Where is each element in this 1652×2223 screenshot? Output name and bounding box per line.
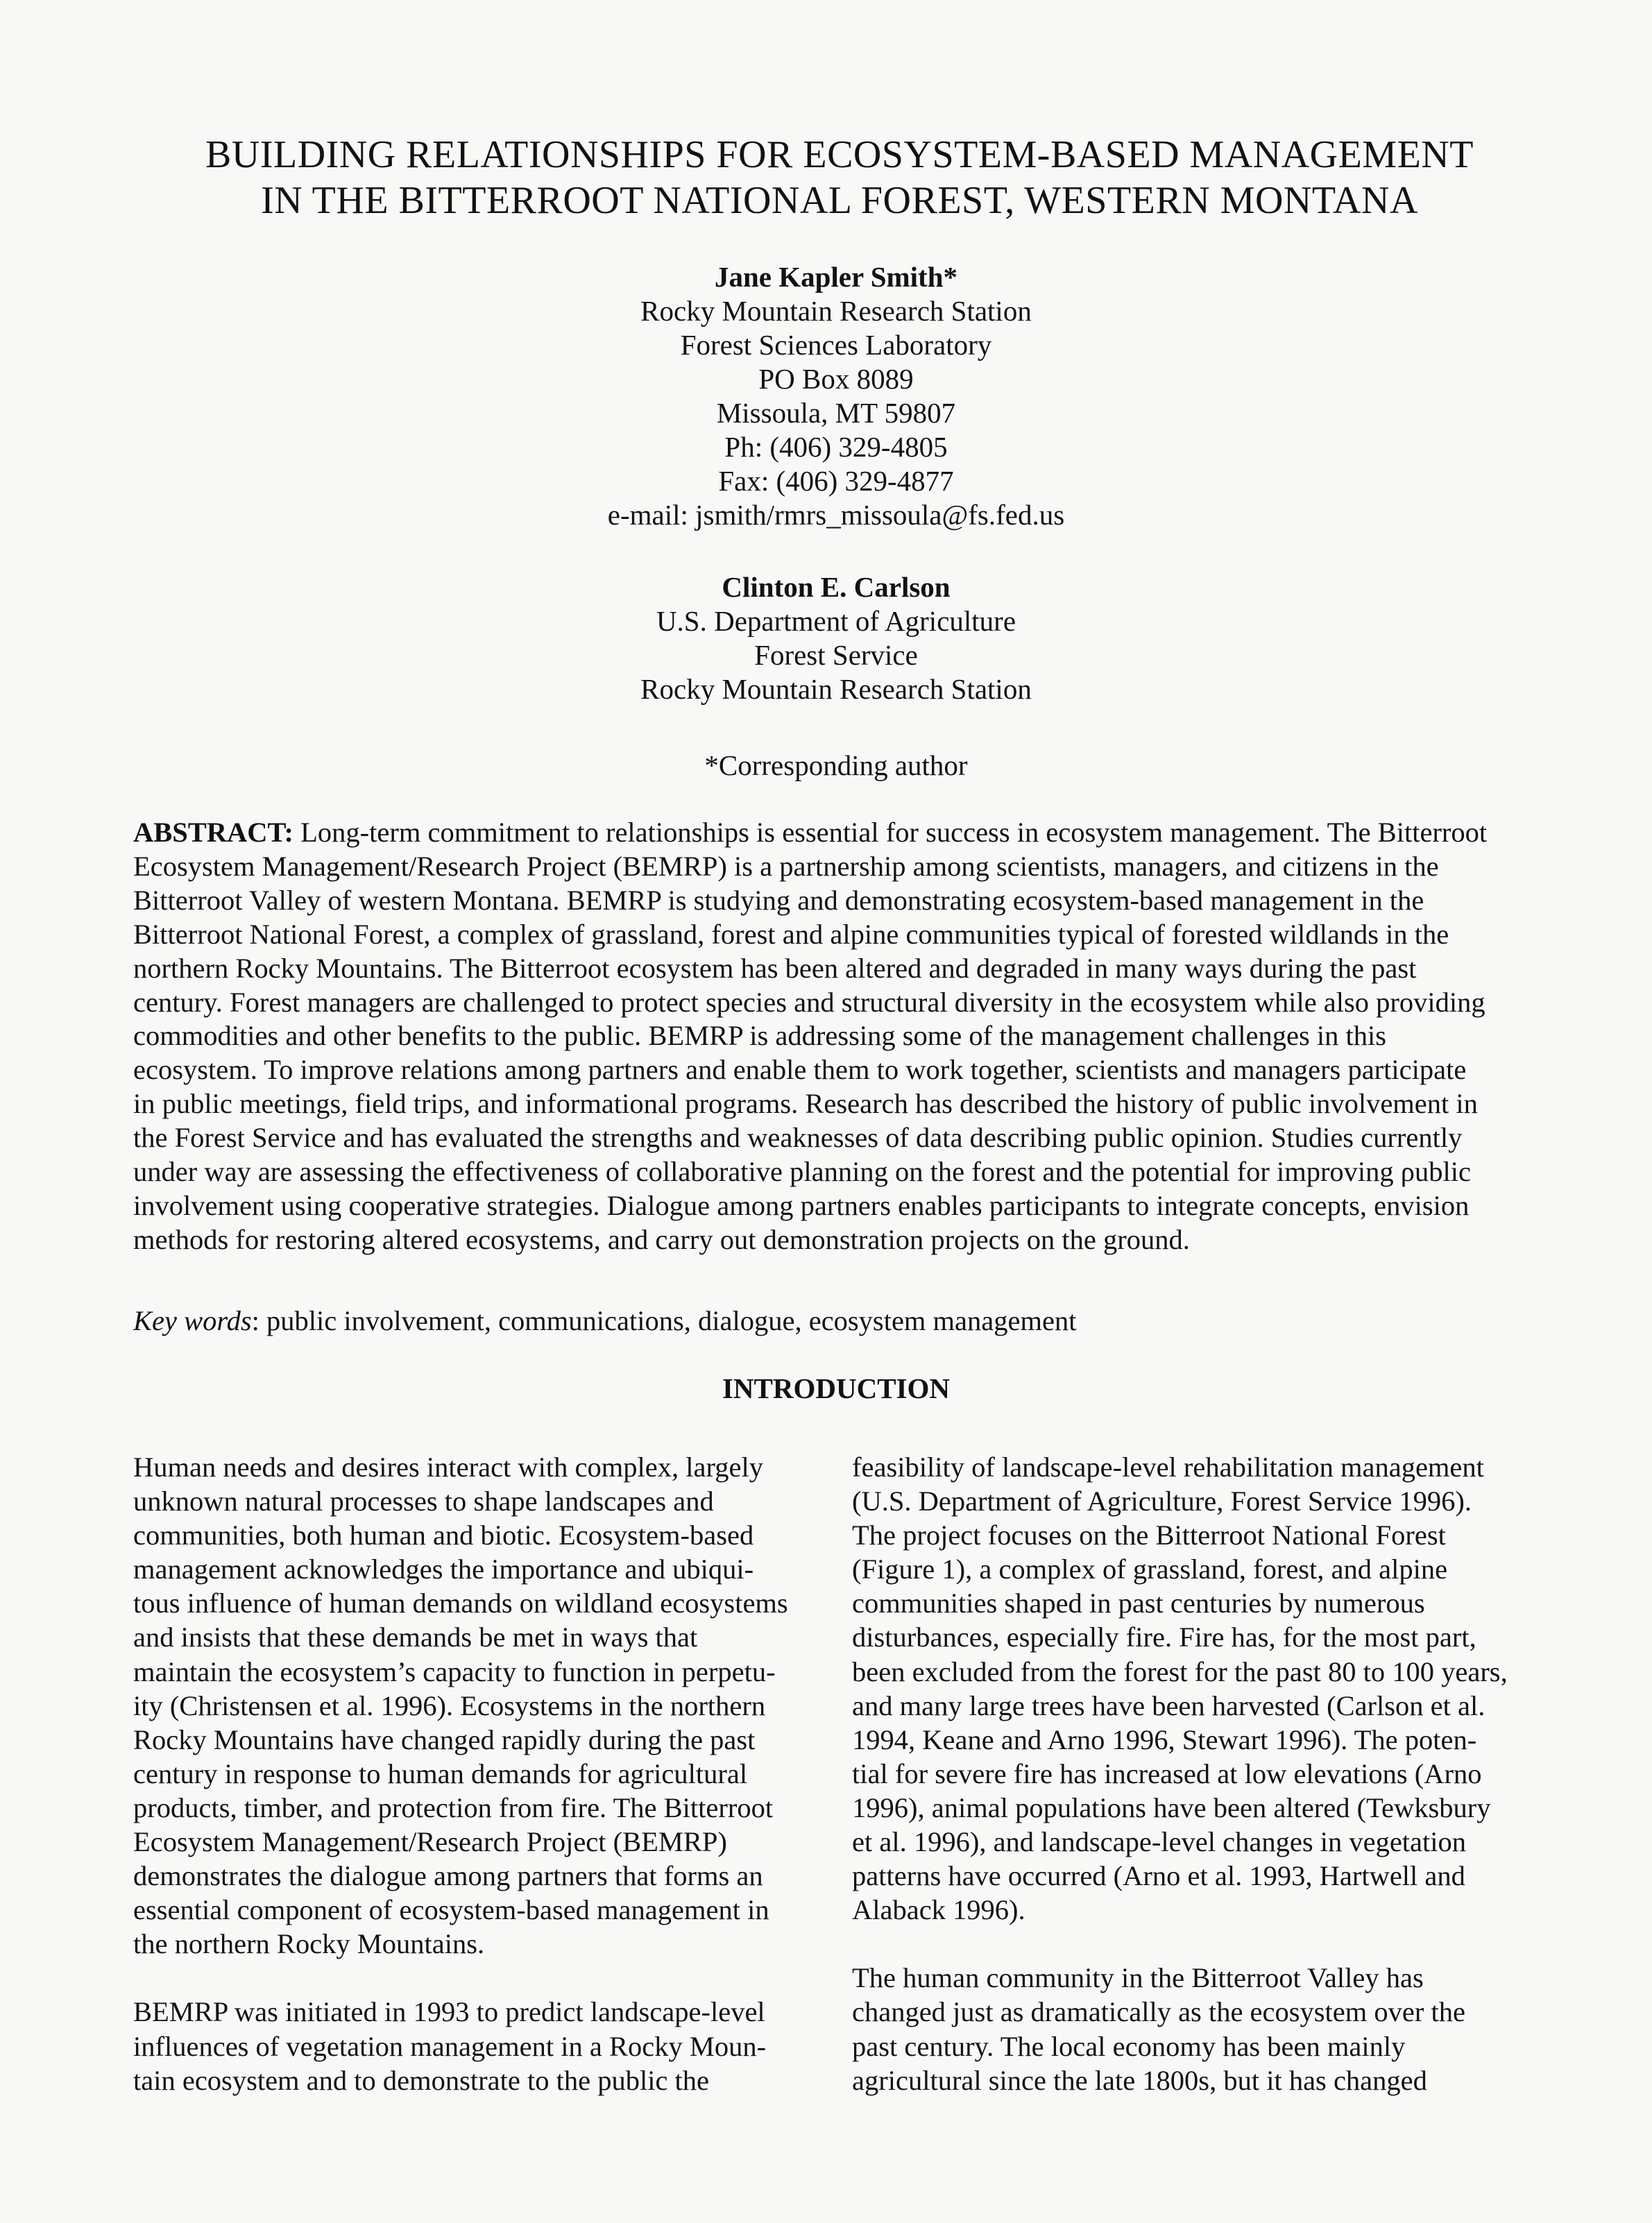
author-phone: Ph: (406) 329-4805 (724, 431, 948, 463)
body-line: patterns have occurred (Arno et al. 1993, Hartwell and (852, 1860, 1465, 1892)
body-line: (U.S. Department of Agriculture, Forest Service 1996). (852, 1485, 1472, 1517)
body-line: BEMRP was initiated in 1993 to predict landscape-level (133, 1996, 765, 2028)
body-line: Ecosystem Management/Research Project (BEMRP) (133, 1826, 727, 1858)
abstract-line: involvement using cooperative strategies. Dialogue among partners enables participants to integrate concepts, envision (133, 1189, 1470, 1221)
body-line: The project focuses on the Bitterroot National Forest (852, 1519, 1446, 1551)
body-line: (Figure 1), a complex of grassland, forest, and alpine (852, 1553, 1448, 1585)
abstract-line (133, 816, 1521, 850)
paragraph-gap (133, 1961, 827, 1995)
abstract-text: Long-term commitment to relationships is essential for success in ecosystem management. The Bitterroot (293, 817, 1488, 848)
body-line: changed just as dramatically as the ecosystem over the (852, 1996, 1465, 2028)
author-address-line: Missoula, MT 59807 (716, 397, 956, 429)
body-line: the northern Rocky Mountains. (133, 1928, 485, 1960)
author-fax: Fax: (406) 329-4877 (718, 465, 954, 497)
body-line: agricultural since the late 1800s, but it has changed (852, 2064, 1427, 2096)
keywords (133, 1304, 1521, 1338)
body-line: demonstrates the dialogue among partners that forms an (133, 1860, 763, 1892)
paragraph-gap (852, 1927, 1546, 1961)
body-line: Alaback 1996). (852, 1894, 1025, 1926)
body-line: et al. 1996), and landscape-level changes in vegetation (852, 1826, 1467, 1858)
abstract-line: Bitterroot Valley of western Montana. BEMRP is studying and demonstrating ecosystem-based management in the (133, 884, 1424, 916)
body-line: communities, both human and biotic. Ecosystem-based (133, 1519, 754, 1551)
body-paragraph (852, 1961, 1546, 2097)
author-email: e-mail: jsmith/rmrs_missoula@fs.fed.us (607, 499, 1065, 531)
author-affiliation-line: Rocky Mountain Research Station (640, 673, 1032, 705)
abstract-line: under way are assessing the effectiveness of collaborative planning on the forest and the potential for improving ρublic (133, 1156, 1472, 1188)
paper-title (104, 132, 1575, 223)
abstract-line: methods for restoring altered ecosystems, and carry out demonstration projects on the ground. (133, 1223, 1190, 1255)
body-line: ity (Christensen et al. 1996). Ecosystems in the northern (133, 1689, 766, 1721)
body-line: The human community in the Bitterroot Valley has (852, 1962, 1424, 1994)
body-column-right (852, 1450, 1546, 2097)
body-paragraph (852, 1450, 1546, 1927)
author-address-line: PO Box 8089 (758, 363, 914, 395)
body-line: and many large trees have been harvested (Carlson et al. (852, 1689, 1485, 1721)
keywords-label: Key words (133, 1305, 252, 1336)
body-paragraph (133, 1995, 827, 2097)
abstract (133, 816, 1521, 1257)
corresponding-author-note: *Corresponding author (704, 749, 968, 781)
body-column-left (133, 1450, 827, 2097)
abstract-line: the Forest Service and has evaluated the strengths and weaknesses of data describing public opinion. Studies currently (133, 1122, 1463, 1154)
body-line: 1996), animal populations have been altered (Tewksbury (852, 1791, 1491, 1823)
author-affiliation-line: U.S. Department of Agriculture (656, 605, 1016, 637)
author-block-1 (402, 260, 1270, 532)
author-block-2 (402, 570, 1270, 706)
section-heading-introduction: INTRODUCTION (722, 1372, 951, 1404)
author-affiliation-line: Forest Service (754, 639, 918, 671)
author-name: Jane Kapler Smith* (714, 261, 958, 293)
body-line: Rocky Mountains have changed rapidly during the past (133, 1723, 756, 1755)
body-line: unknown natural processes to shape landscapes and (133, 1485, 714, 1517)
author-affiliation-line: Forest Sciences Laboratory (680, 329, 992, 361)
abstract-line: northern Rocky Mountains. The Bitterroot ecosystem has been altered and degraded in many ways during the past (133, 952, 1417, 984)
title-line-2: IN THE BITTERROOT NATIONAL FOREST, WESTERN MONTANA (261, 179, 1418, 222)
title-line-1: BUILDING RELATIONSHIPS FOR ECOSYSTEM-BASED MANAGEMENT (205, 133, 1474, 176)
abstract-line: commodities and other benefits to the public. BEMRP is addressing some of the management challenges in this (133, 1020, 1387, 1052)
body-line: tain ecosystem and to demonstrate to the public the (133, 2064, 710, 2096)
abstract-line: ecosystem. To improve relations among partners and enable them to work together, scientists and managers participate (133, 1054, 1467, 1086)
body-line: tous influence of human demands on wildland ecosystems (133, 1587, 788, 1619)
body-line: feasibility of landscape-level rehabilitation management (852, 1451, 1484, 1483)
body-line: tial for severe fire has increased at low elevations (Arno (852, 1757, 1482, 1789)
abstract-line: Bitterroot National Forest, a complex of grassland, forest and alpine communities typical of forested wildlands in the (133, 918, 1449, 950)
keywords-text: : public involvement, communications, dialogue, ecosystem management (251, 1305, 1077, 1336)
body-line: essential component of ecosystem-based management in (133, 1894, 769, 1926)
body-line: past century. The local economy has been mainly (852, 2030, 1406, 2062)
author-affiliation-line: Rocky Mountain Research Station (640, 295, 1032, 327)
body-line: influences of vegetation management in a Rocky Moun- (133, 2030, 767, 2062)
body-line: products, timber, and protection from fire. The Bitterroot (133, 1791, 774, 1823)
body-paragraph (133, 1450, 827, 1961)
abstract-line: in public meetings, field trips, and informational programs. Research has described the history of public involvement in (133, 1088, 1478, 1120)
body-line: been excluded from the forest for the past 80 to 100 years, (852, 1655, 1508, 1687)
body-line: communities shaped in past centuries by numerous (852, 1587, 1425, 1619)
body-line: maintain the ecosystem’s capacity to function in perpetu- (133, 1655, 776, 1687)
body-line: 1994, Keane and Arno 1996, Stewart 1996). The poten- (852, 1723, 1477, 1755)
body-line: disturbances, especially fire. Fire has, for the most part, (852, 1621, 1476, 1653)
body-line: and insists that these demands be met in ways that (133, 1621, 698, 1653)
abstract-label: ABSTRACT: (133, 817, 294, 848)
body-line: management acknowledges the importance and ubiqui- (133, 1553, 754, 1585)
abstract-line: century. Forest managers are challenged to protect species and structural diversity in the ecosystem while also providing (133, 986, 1485, 1018)
abstract-line: Ecosystem Management/Research Project (BEMRP) is a partnership among scientists, managers, and citizens in the (133, 850, 1439, 882)
author-name: Clinton E. Carlson (722, 571, 951, 603)
body-line: Human needs and desires interact with complex, largely (133, 1451, 763, 1483)
body-line: century in response to human demands for agricultural (133, 1757, 748, 1789)
